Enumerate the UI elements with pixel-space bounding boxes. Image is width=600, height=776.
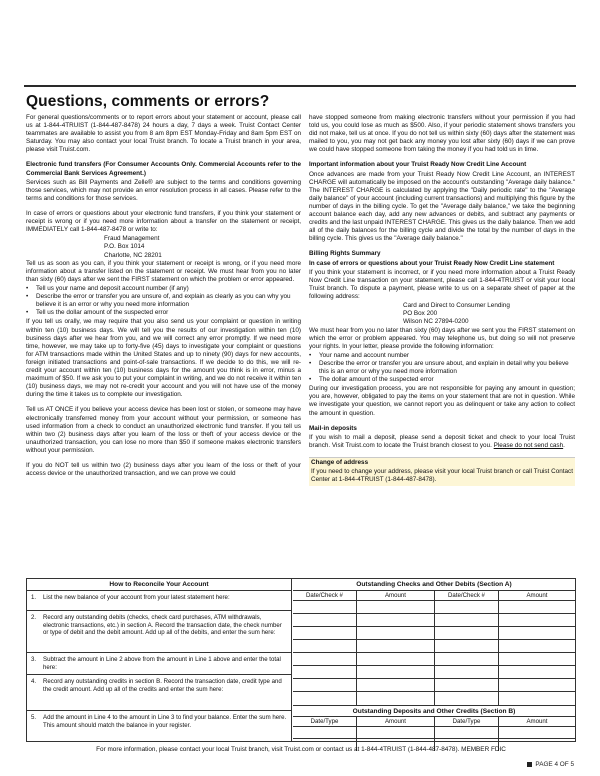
entry-cell[interactable] [293, 727, 356, 739]
section-b-columns [293, 717, 575, 727]
at-once-paragraph: Tell us AT ONCE if you believe your access device has been lost or stolen, or someone may have electronically transferred money from your account without your permission, or someone has used information from a check to conduct an unauthorized electronic fund transfer. If you tell us within two (2) business days after you learn of the loss or theft of your access device or the unauthorized transaction, you can lose no more than $50 if someone makes electronic transfers without your permission. [26, 406, 301, 454]
list-item: • The dollar amount of the suspected error [309, 376, 575, 384]
fraud-address [26, 235, 301, 260]
entry-cell[interactable] [293, 653, 356, 666]
column-header: Amount [357, 717, 435, 726]
reconcile-step [27, 711, 291, 740]
entry-cell[interactable] [357, 666, 434, 679]
entry-cell[interactable] [435, 640, 498, 653]
page-number [527, 761, 574, 768]
address-line: Card and Direct to Consumer Lending [403, 301, 510, 309]
entry-cell[interactable] [499, 601, 575, 614]
left-column [26, 114, 301, 485]
page-title: Questions, comments or errors? [26, 93, 270, 110]
list-item: • Describe the error or transfer you are unsure of, and explain as clearly as you can why you believe it is an error or why you need more information [26, 293, 301, 309]
orally-paragraph: If you tell us orally, we may require that you also send us your complaint or question in writing within ten (10) business days. We will tell you the results of our investigation within ten (10) business days after we hear from you, and we will correct any error promptly. If we need more time, however, we may take up to forty-five (45) days to investigate your complaint or questions for ATM transactions made within the United States and up to ninety (90) days for new accounts, foreign initiated transactions and point-of-sale transactions. If we decide to do this, we will re-credit your account within ten (10) business days for the amount you think is in error, minus a maximum of $50. If we ask you to put your complaint in writing, and we do not receive it within ten (10) business days, we may not re-credit your account and you will not have use of the money during the time it takes us to complete our investigation. [26, 318, 301, 399]
entry-cell[interactable] [435, 653, 498, 666]
reconcile-step [27, 591, 291, 611]
must-hear-paragraph: We must hear from you no later than sixty (60) days after we sent you the FIRST statement on which the error or problem appeared. You may telephone us, but doing so will not preserve your rights. In your letter, please provide the following information: [309, 326, 575, 350]
entry-cell[interactable] [357, 627, 434, 640]
step-number: 2. [31, 614, 37, 621]
right-column [309, 114, 575, 486]
entry-cell[interactable] [435, 692, 498, 705]
entry-cell[interactable] [435, 627, 498, 640]
entry-cell[interactable] [293, 614, 356, 627]
square-bullet-icon [527, 762, 532, 767]
reconcile-steps [27, 579, 292, 741]
entry-cell[interactable] [435, 727, 498, 739]
change-of-address-heading: Change of address [311, 458, 369, 466]
entry-cell[interactable] [499, 627, 575, 640]
address-line: Fraud Management [104, 235, 160, 243]
step-number: 4. [31, 678, 37, 685]
mail-in-body: If you wish to mail a deposit, please send a deposit ticket and check to your local Truist branch. Visit Truist.com to locate the Truist branch closest to you. [309, 433, 575, 449]
section-a-entry-grid [293, 601, 575, 705]
ready-now-paragraph: Once advances are made from your Truist Ready Now Credit Line Account, an INTEREST CHARGE will automatically be imposed on the account's outstanding "Average daily balance." The INTEREST CHARGE is calculated by applying the "Daily periodic rate" to the "Average daily balance" of your account (including current transactions) and multiplying this figure by the number of days in the billing cycle. To get the "Average daily balance," we take the beginning account balance each day, add any new advances or debits, and subtract any payments or credits and the last unpaid INTEREST CHARGE. This gives us the daily balance. Then we add all of the daily balances for the billing cycle and divide the total by the number of days in the billing cycle. This gives us the "Average daily balance." [309, 170, 575, 243]
reconcile-step [27, 611, 291, 653]
column-header: Date/Check # [293, 591, 357, 600]
change-of-address-body: If you need to change your address, please visit your local Truist branch or call Truist Contact Center at 1-844-4TRUIST (1-844-487-8478). [311, 467, 573, 484]
entry-cell[interactable] [499, 679, 575, 692]
mail-in-paragraph: If you wish to mail a deposit, please send a deposit ticket and check to your local Truist branch. Visit Truist.com to locate the Truist branch closest to you. Please do not send cash. [309, 433, 575, 449]
eft-bullet-list [26, 285, 301, 317]
section-a-heading: Outstanding Checks and Other Debits (Section A) [293, 579, 575, 591]
intro-paragraph: For general questions/comments or to report errors about your statement or account, please call us at 1-844-4TRUIST (1-844-487-8478) 24 hours a day, 7 days a week. Truist Contact Center teammates are available to assist you from 8 am 8pm EST Monday-Friday and 8am 5pm EST on Saturday. You may also contact your local Truist branch. To locate a Truist branch in your area, please visit Truist.com. [26, 114, 301, 154]
address-line: Charlotte, NC 28201 [104, 251, 162, 259]
entry-cell[interactable] [499, 727, 575, 739]
mail-in-heading: Mail-in deposits [309, 424, 357, 432]
step-text: Record any outstanding debits (checks, check card purchases, ATM withdrawals, electronic transactions, etc.) in section A. Record the transaction date, the check number or type of debit and the debit amount. Add up all of the debits, and enter the sum here: [43, 614, 282, 637]
column-header: Amount [526, 718, 548, 725]
entry-cell[interactable] [435, 679, 498, 692]
change-of-address-box [309, 457, 575, 486]
entry-cell[interactable] [357, 653, 434, 666]
eft-heading: Electronic fund transfers (For Consumer Accounts Only. Commercial Accounts refer to the Commercial Bank Services Agreement.) [26, 161, 301, 177]
no-cash-note: Please do not send cash [493, 441, 564, 449]
entry-cell[interactable] [357, 614, 434, 627]
step-number: 3. [31, 656, 37, 663]
entry-cell[interactable] [435, 614, 498, 627]
ready-now-heading: Important information about your Truist Ready Now Credit Line Account [309, 161, 527, 169]
billing-rights-heading: Billing Rights Summary [309, 250, 381, 258]
address-line: PO Box 200 [403, 310, 438, 318]
continued-paragraph: have stopped someone from making electronic transfers without your permission if you had told us, you could lose as much as $500. Also, if your periodic statement shows transfers you did not make, tell us at once. If you do not tell us within sixty (60) days after the statement was mailed to you, you may not get back any money you lost after sixty (60) days if we can prove we could have stopped someone from taking the money if you had told us in time. [309, 114, 575, 154]
page-number-text: PAGE 4 OF 5 [535, 761, 574, 768]
billing-bullet-list [309, 352, 575, 384]
entry-cell[interactable] [435, 666, 498, 679]
section-b-heading: Outstanding Deposits and Other Credits (Section B) [293, 705, 575, 717]
during-investigation-paragraph: During our investigation process, you are not responsible for paying any amount in question; you are, however, obligated to pay the items on your statement that are not in question. While we investigate your question, we cannot report you as delinquent or take any action to collect the amount in question. [309, 385, 575, 417]
entry-cell[interactable] [357, 601, 434, 614]
entry-cell[interactable] [293, 627, 356, 640]
tell-us-paragraph: Tell us as soon as you can, if you think your statement or receipt is wrong, or if you need more information about a transfer listed on the statement or receipt. We must hear from you no later than sixty (60) days after we sent the FIRST statement on which the problem or error appeared. [26, 259, 301, 284]
eft-errors-paragraph: In case of errors or questions about your electronic fund transfers, if you think your statement or receipt is wrong or if you need more information about a transfer on the statement or receipt, IMMEDIATELY call 1-844-487-8478 or write to: [26, 209, 301, 234]
reconcile-table [26, 578, 576, 742]
entry-cell[interactable] [357, 640, 434, 653]
footer-contact: For more information, please contact your local Truist branch, visit Truist.com or contact us at 1-844-4TRUIST (1-844-487-8478). MEMBER FDIC [96, 746, 506, 753]
column-header: Date/Type [293, 717, 357, 726]
outstanding-sections [293, 579, 575, 741]
step-text: Add the amount in Line 4 to the amount in Line 3 to find your balance. Enter the sum here. This amount should match the balance in your register. [43, 714, 287, 729]
not-tell-paragraph: If you do NOT tell us within two (2) business days after you learn of the loss or theft of your access device or the unauthorized transaction, and we can prove we could [26, 461, 301, 478]
entry-cell[interactable] [293, 640, 356, 653]
entry-cell[interactable] [293, 601, 356, 614]
step-text: List the new balance of your account from your latest statement here: [43, 594, 230, 601]
step-number: 5. [31, 714, 37, 721]
step-number: 1. [31, 594, 37, 601]
entry-cell[interactable] [357, 692, 434, 705]
list-item: • Tell us your name and deposit account number (if any) [26, 285, 301, 293]
billing-rights-body: If you think your statement is incorrect, or if you need more information about a Truist Ready Now Credit Line transaction on your statement, please call 1-844-4TRUIST or visit your local Truist branch. To dispute a payment, please write to us on a separate sheet of paper at the following address: [309, 268, 575, 300]
column-header: Amount [526, 592, 548, 599]
step-text: Subtract the amount in Line 2 above from the amount in Line 1 above and enter the total here: [43, 656, 281, 671]
entry-cell[interactable] [499, 692, 575, 705]
eft-body: Services such as Bill Payments and Zelle® are subject to the terms and conditions governing those services, which may not provide an error resolution process in all cases. Please refer to the terms and conditions for those services. [26, 178, 301, 202]
list-item: • Describe the error or transfer you are unsure about, and explain in detail why you believe this is an error or why you need more information [309, 360, 575, 376]
entry-cell[interactable] [357, 679, 434, 692]
entry-cell[interactable] [435, 601, 498, 614]
address-line: Wilson NC 27894-0200 [403, 318, 469, 326]
entry-cell[interactable] [293, 666, 356, 679]
entry-cell[interactable] [499, 666, 575, 679]
column-header: Date/Type [435, 717, 499, 726]
reconcile-step [27, 675, 291, 711]
entry-cell[interactable] [293, 679, 356, 692]
reconcile-step [27, 653, 291, 675]
column-header: Amount [357, 591, 435, 600]
address-line: P.O. Box 1014 [104, 243, 145, 251]
top-rule [24, 85, 576, 87]
list-item: • Your name and account number [309, 352, 575, 360]
step-text: Record any outstanding credits in section B. Record the transaction date, credit type and the credit amount. Add up all of the credits and enter the sum here: [43, 678, 282, 693]
entry-cell[interactable] [499, 653, 575, 666]
lending-address [309, 302, 575, 327]
entry-cell[interactable] [293, 692, 356, 705]
column-header: Date/Check # [435, 591, 499, 600]
entry-cell[interactable] [357, 727, 434, 739]
list-item: • Tell us the dollar amount of the suspected error [26, 309, 301, 317]
entry-cell[interactable] [499, 614, 575, 627]
section-a-columns [293, 591, 575, 601]
entry-cell[interactable] [499, 640, 575, 653]
reconcile-heading: How to Reconcile Your Account [27, 579, 291, 591]
billing-rights-subheading: In case of errors or questions about your Truist Ready Now Credit Line statement [309, 259, 555, 267]
